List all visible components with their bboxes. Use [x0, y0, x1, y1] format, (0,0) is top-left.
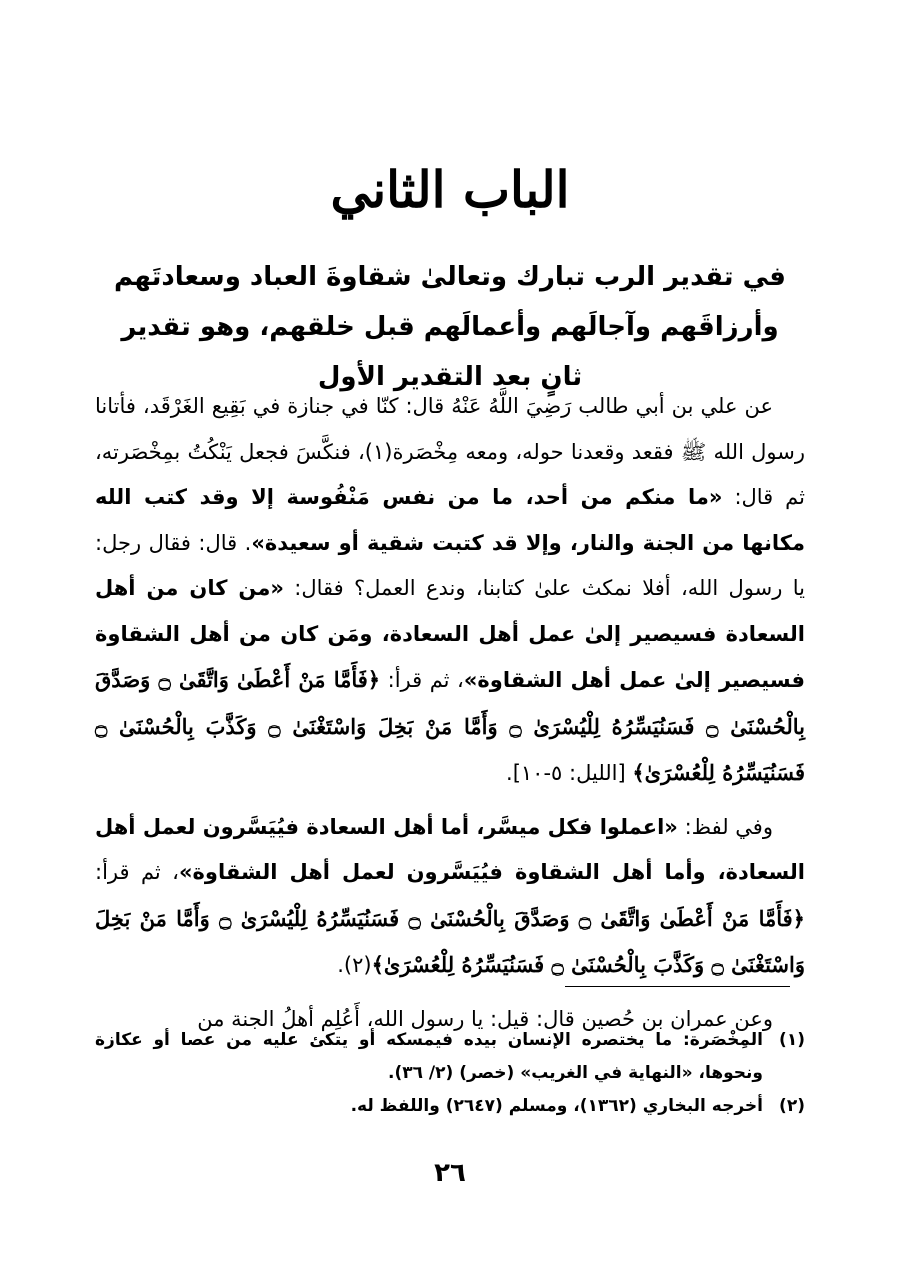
quran-verse: ﴿فَأَمَّا مَنْ أَعْطَىٰ وَاتَّقَىٰ ۝ وَصَدَّقَ بِالْحُسْنَىٰ ۝ فَسَنُيَسِّرُهُ لِلْيُسْرَىٰ ۝ وَأَمَّا مَنْ بَخِلَ وَاسْتَغْنَىٰ ۝ وَكَذَّبَ بِالْحُسْنَىٰ ۝ فَسَنُيَسِّرُهُ لِلْعُسْرَىٰ﴾: [95, 905, 805, 977]
narration-text: وعن عمران بن حُصين قال: قيل: يا رسول الله، أَعُلِم أهلُ الجنة من: [197, 1006, 773, 1031]
footnote-marker: (٢).: [337, 953, 372, 977]
narration-text: عن علي بن أبي طالب رَضِيَ اللَّهُ عَنْهُ قال: كنّا في جنازة في بَقِيع الغَرْقَد، فأتانا رسول الله ﷺ فقعد وقعدنا حوله، ومعه مِخْصَرة(١)، فنكَّسَ فجعل يَنْكُتُ بمِخْصَرته، ثم قال:: [95, 394, 805, 509]
main-text: [95, 384, 805, 1050]
verse-reference: [الليل: ٥-١٠].: [506, 761, 633, 785]
page-number: ٢٦: [434, 1158, 466, 1188]
footnote-number: (١): [779, 1030, 805, 1050]
footnote-item: [95, 1090, 805, 1123]
narration-text: وفي لفظ:: [677, 814, 773, 839]
quran-verse: ﴿فَأَمَّا مَنْ أَعْطَىٰ وَاتَّقَىٰ ۝ وَصَدَّقَ بِالْحُسْنَىٰ ۝ فَسَنُيَسِّرُهُ لِلْيُسْرَىٰ ۝ وَأَمَّا مَنْ بَخِلَ وَاسْتَغْنَىٰ ۝ وَكَذَّبَ بِالْحُسْنَىٰ ۝ فَسَنُيَسِّرُهُ لِلْعُسْرَىٰ﴾: [95, 667, 805, 785]
narration-text: ، ثم قرأ:: [380, 668, 464, 692]
hadith-quote: «من كان من أهل السعادة فسيصير إلىٰ عمل أهل السعادة، ومَن كان من أهل الشقاوة فسيصير إلىٰ عمل أهل الشقاوة»: [95, 576, 805, 692]
footnote-text: أخرجه البخاري (١٣٦٢)، ومسلم (٢٦٤٧) واللفظ له.: [350, 1096, 763, 1116]
footnote-item: [95, 1024, 805, 1090]
footnote-number: (٢): [779, 1096, 805, 1116]
footnote-text: المِخْصَرة: ما يختصره الإنسان بيده فيمسكه أو يتكئ عليه من عصا أو عكازة ونحوها، «النهاية في الغريب» (خصر) (٢/ ٣٦).: [95, 1030, 763, 1083]
paragraph-other-wording: [95, 805, 805, 989]
chapter-subtitle: في تقدير الرب تبارك وتعالىٰ شقاوةَ العباد وسعادتَهم وأرزاقَهم وآجالَهم وأعمالَهم قبل خلقهم، وهو تقدير ثانٍ بعد التقدير الأول: [114, 262, 786, 392]
narration-text: . قال: فقال رجل: يا رسول الله، أفلا نمكث علىٰ كتابنا، وندع العمل؟ فقال:: [95, 530, 805, 600]
footnote-divider: [565, 986, 790, 987]
footnotes: [95, 1024, 805, 1123]
chapter-title: الباب الثاني: [330, 160, 570, 219]
hadith-quote: «ما منكم من أحد، ما من نفس مَنْفُوسة إلا وقد كتب الله مكانها من الجنة والنار، وإلا قد كتبت شقية أو سعيدة»: [95, 485, 806, 555]
paragraph-ali-hadith: [95, 384, 805, 797]
narration-text: ، ثم قرأ:: [95, 860, 179, 884]
hadith-quote: «اعملوا فكل ميسَّر، أما أهل السعادة فيُيَسَّرون لعمل أهل السعادة، وأما أهل الشقاوة فيُيَسَّرون لعمل أهل الشقاوة»: [95, 814, 805, 884]
